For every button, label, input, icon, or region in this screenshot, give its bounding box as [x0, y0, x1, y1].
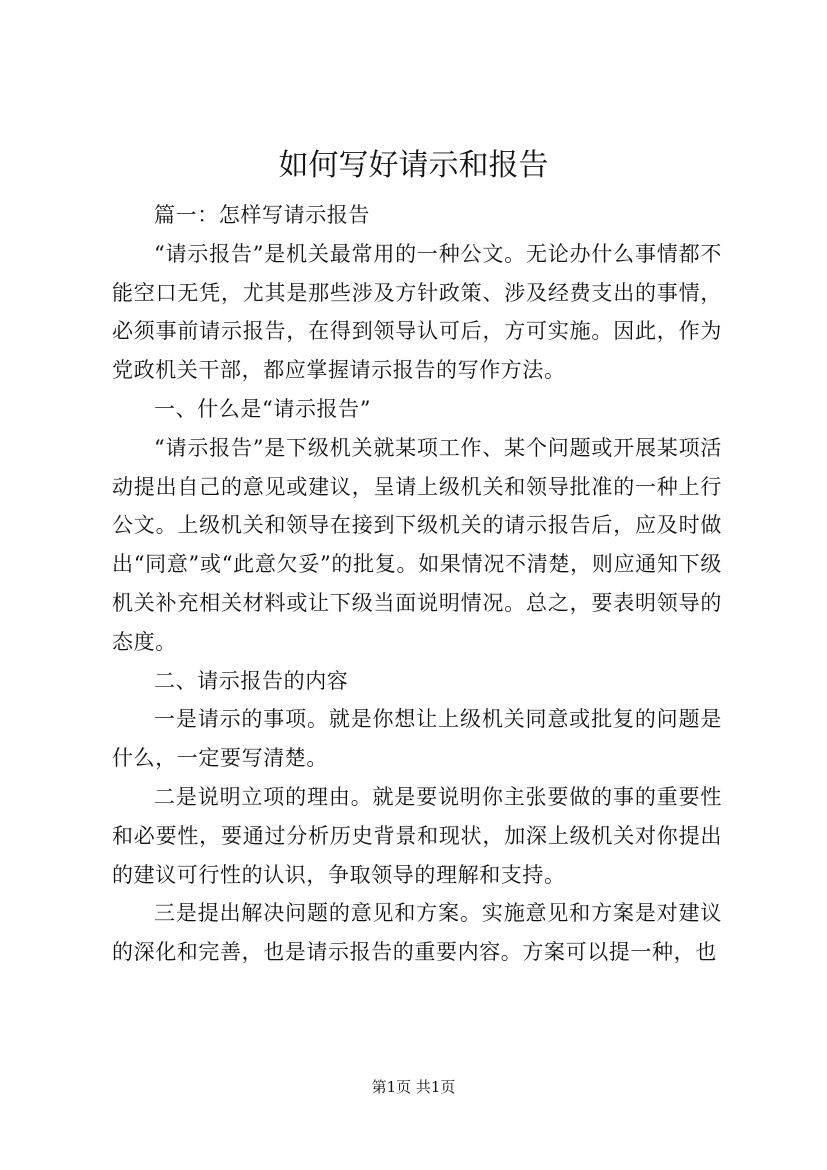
section-heading: 一、什么是“请示报告” — [154, 396, 372, 421]
page-footer: 第1页 共1页 — [371, 1078, 456, 1096]
body-paragraph: 二是说明立项的理由。就是要说明你主张要做的事的重要性和必要性，要通过分析历史背景和现状，加深上级机关对你提出的建议可行性的认识，争取领导的理解和支持。 — [112, 784, 722, 887]
document-title: 如何写好请示和报告 — [278, 148, 549, 183]
section-heading: 二、请示报告的内容 — [154, 668, 349, 693]
body-paragraph: “请示报告”是下级机关就某项工作、某个问题或开展某项活动提出自己的意见或建议，呈请上级机关和领导批准的一种上行公文。上级机关和领导在接到下级机关的请示报告后，应及时做出“同意”或“此意欠妥”的批复。如果情况不清楚，则应通知下级机关补充相关材料或让下级当面说明情况。总之，要表明领导的态度。 — [112, 435, 722, 654]
document-body — [112, 196, 722, 972]
body-paragraph: 一是请示的事项。就是你想让上级机关同意或批复的问题是什么，一定要写清楚。 — [112, 707, 722, 771]
body-paragraph: 三是提出解决问题的意见和方案。实施意见和方案是对建议的深化和完善，也是请示报告的重要内容。方案可以提一种，也 — [112, 901, 722, 965]
section-heading: 篇一：怎样写请示报告 — [154, 203, 370, 227]
body-paragraph: “请示报告”是机关最常用的一种公文。无论办什么事情都不能空口无凭，尤其是那些涉及方针政策、涉及经费支出的事情，必须事前请示报告，在得到领导认可后，方可实施。因此，作为党政机关干部，都应掌握请示报告的写作方法。 — [112, 241, 722, 383]
